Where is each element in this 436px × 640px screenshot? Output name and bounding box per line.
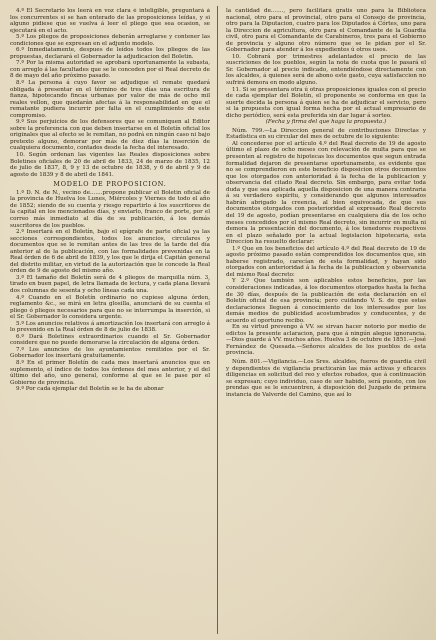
paragraph: Y 2.º Que también son aplicables estos beneficios, por las consideraciones indicadas, á los documentos otorgados hasta la fecha de 30 días, después de la publicación de esta declaración en el Boletín oficial de esa provincia; pero cuidando V. S. de que estas declaraciones lleguen á conocimiento de los interesados por los demás medios de publicidad acostumbrados y conducentes, y de acuerdo el oportuno recibo.: [226, 278, 426, 324]
paragraph: 1.º D. N. de N., vecino de.......propone publicar el Boletin oficial de la provincia de Huelva los Lunes, Miércoles y Viernes de todo el año de 1852; siendo de su cuenta y riesgo repartirlo á los suscritores de la capital en los mencionados días, y enviarlo, franco de porte, por el correo más inmediato al día de su publicación, á los demás suscritores de los pueblos.: [10, 189, 210, 229]
paragraph: Núm. 799.—La Direccion general de contribuciones Directas y Estadística en su circular del mes de octubre de lo siguiente:: [226, 127, 426, 141]
paragraph: 8.º La persona á cuyo favor se adjudique el remate quedará obligada á presentar en el término de tres días una escritura de fianza, hipotecando fincas urbanas por valor de más de ocho mil reales vellon, que quedarán afectas á la responsabilidad en que el rematante pudiera incurrir por falta en el cumplimiento de este compromiso.: [10, 80, 210, 119]
paragraph: 1.º Que en los beneficios del artículo 4.º del Real decreto de 19 de agosto próximo pasado están comprendidos los documentos que, sin haberse registrado, carecían de esta formalidad, y hayan sido otorgados con anterioridad á la fecha de la publicacion y observancia del mismo Real decreto:: [226, 245, 426, 278]
paragraph: Núm. 801.—Vigilancia.—Los Sres. alcaldes, fueros de guardia civil y dependientes de vigilancia practicarán las más activas y eficaces diligencias en solicitud del reo y efectos robados, que á continuación se expresan; cuyo individuo, caso de ser habido, será puesto, con los prendas que se le encuentren, á disposición del Juzgado de primera instancia de Valverde del Camino, que así lo: [226, 358, 426, 398]
paragraph: 6.º Dará Boletines extraordinarios cuando el Sr. Gobernador considere que no puede demorarse la circulación de alguna órden.: [10, 333, 210, 347]
paragraph: 7.º Los anuncios de los ayuntamientos remitidos por el Sr. Gobernador los insertará gratuitamente.: [10, 346, 210, 360]
paragraph: 4.º El Secretario los leerá en voz clara é inteligible, preguntará á los concurrentes si se han enterado de las proposiciones leídas, y si alguno pidiese que se vuelva á leer el pliego que sea ocasion, se ejecutará en el acto.: [10, 8, 210, 34]
paragraph: 4.º Cuando en el Boletín ordinario no cupiese alguna órden, reglamento &c., se mirá en letra glosilla, anunciará de su cuenta el pliego ó pliegos necesarios para que no se interrumpa la inserción, si el Sr. Gobernador lo considera urgente.: [10, 294, 210, 321]
model-heading: MODELO DE PROPOSICION.: [53, 180, 167, 189]
paragraph: 3.º El tamaño del Boletín será de 4 pliegos de marquilla núm. 3, tirado en buen papel, de letra llamada de lectura, y cada plana llevará dos columnas de sesenta y ocho líneas cada una.: [10, 274, 210, 294]
paragraph: Al concederse por el artículo 4.º del Real decreto de 19 de agosto último el plazo de ocho meses con relevación de multa para que se presenten al registro de hipotecas los documentos que segun entrada formalidad dejaron de presentarse oportunamente, es evidente que no se comprendieron en este beneficio disposicion otros documentos que los otorgados con anterioridad á la fecha de la publicacion y observancia del citado Real decreto. Sin embargo, para evitar toda duda y que sea aplicada aquella disposicion de una manera contraria á su verdadero espíritu, y considerando que algunos interesados habrán abrigado la creencia, al bien equivocada, de que sus documentos otorgados con posterioridad al expresado Real decreto del 19 de agosto, podían presentarse en cualquiera día de los ocho meses concedidos por el mismo Real decreto, sin incurrir en multa ni demora la presentación del documento, á los tenedores respectivos en el plazo señalado por la actual legislacion hipotecaria, esta Direccion ha resuelto declarar:: [226, 140, 426, 246]
right-column: [226, 8, 426, 632]
left-column: [10, 8, 210, 632]
paragraph: 8.º En el primer Boletín de cada mes insertará anuncios que en suplemento, el índice de todos los órdenes del mes anterior, y el del último del año, uno general, conforme al que se le pase por el Gobierno de provincia.: [10, 359, 210, 386]
paragraph: 7.º Por la misma autoridad se aprobará oportunamente la subasta, con arreglo á las facultades que se le conceden por el Real decreto de 8 de mayo del año próximo pasado.: [10, 60, 210, 80]
paragraph: 9.º Sus perjuicios de los defensores que se comuniquen al Editor sobre la preferencia con que deben insertarse en el Boletín oficial los originales que al efecto se le remitan, no podrá en ningún caso ni bajo pretexto alguno, demorar por más de diez días la inserción de cualquiera documento, contados desde la fecha del interesado.: [10, 119, 210, 152]
signature-line: (Fecha y firma del que haga la propuesta.): [265, 119, 387, 126]
paragraph: 2.º Insertará en el Boletín, bajo el epígrafe de parte oficial ya las secciones correspondientes, todos los anuncios, circulares y documentos que se le remitan antes de las tres de la tarde del día anterior al de la publicación, con las formalidades prevenidas en la Real órden de 6 de abril de 1839, y los que le dirija el Capitán general del distrito militar, en virtud de la autorización que le concede la Real órden de 9 de agosto del mismo año.: [10, 229, 210, 275]
column-divider: [217, 6, 218, 634]
paragraph: 11. Si se presentara otra ú otras proposiciones iguales con el precio de cada ejemplar del Boletín, el proponente se conforma en que la suerte decida la persona á quien se ha de adjudicar el servicio, pero si la propuesta con igual forma hecha por el actual empresario de dicho periódico, será esta preferida sin dar lugar á sorteo.: [226, 86, 426, 119]
paragraph: 9.º Por cada ejemplar del Boletín se le ha de abonar: [16, 386, 164, 393]
paragraph: 5.º Los anuncios relativos á amortización los insertará con arreglo á lo prevenido en la Real órden de 8 de julio de 1838.: [10, 320, 210, 334]
paragraph: 10. Cobrará por trimestres adelantados el precio de las suscriciones de los pueblos, según la nota de cuota que le pasará el Sr. Gobernador al precio indicado, entendiéndose directamente con los alcaldes, á quienes será de abono este gasto, cuya satisfaccion no sufrirá demora en modo alguno.: [226, 53, 426, 87]
paragraph: 10. Según ordenan las vigentes las Reales disposiciones sobre Boletines oficiales de 20 de abril de 1833, 24 de marzo de 1835, 12 de julio de 1837, 8, 9 y 13 de octubre de 1838, y 6 de abril y 9 de agosto de 1839 y 8 de abril de 1841.: [10, 152, 210, 178]
paragraph: 5.º Los pliegos de proposiciones deberán arreglarse y contener las condiciones que se expresan en el adjunto modelo.: [10, 34, 210, 47]
paragraph: En su virtud prevengo á VV. se sirvan hacer notorio por medio de edictos la presente aclaracion, para que á ningún alegue ignorancia.—Dios guarde á VV. muchos años. Huelva 3 de octubre de 1851.—José Fernández de Quesada.—Señores alcaldes de los pueblos de esta provincia.: [226, 324, 426, 357]
paragraph: la cantidad de......., pero facilitará gratis uno para la Biblioteca nacional, otro para el provincial, otro para el Consejo de provincia, otro para la Diputacion, cuatro para los Diputados á Córtes, uno para la Direccion de agricultura, otro para el Comandante de la Guardia civil, otro para el Comandante de Carabineros, tres para el Gobierno de provincia y alguno otro número que se le pidan por el Sr. Gobernador para atender á los expedientes ú otros usos.: [226, 8, 426, 54]
paragraph: 6.º Inmediatamente, despues de leídos todos los pliegos de las propuestas, declarará el Gobernador la adjudicacion del Boletin.: [10, 47, 210, 60]
